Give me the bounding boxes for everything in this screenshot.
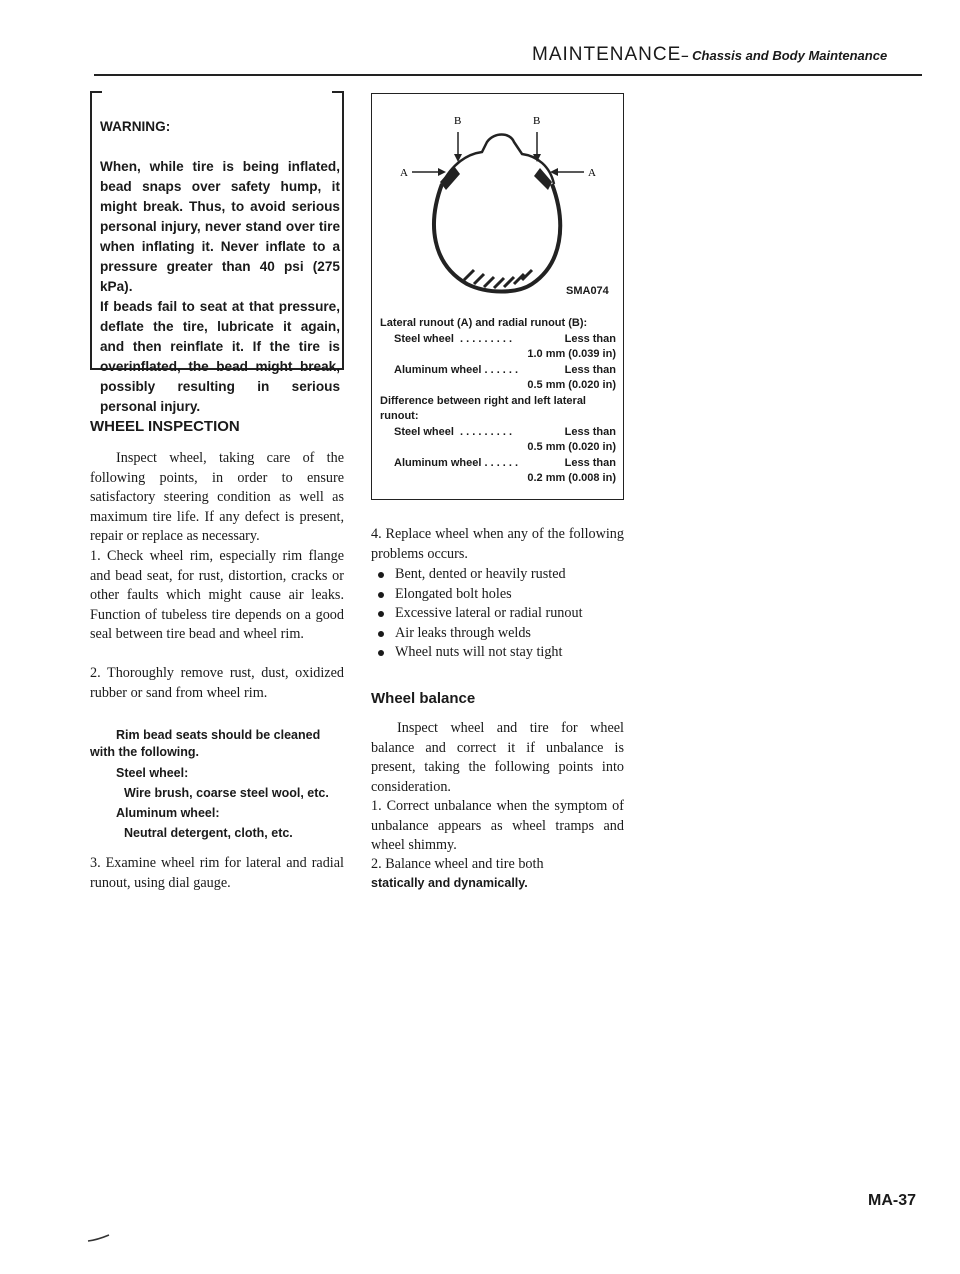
warning-label: WARNING: bbox=[100, 119, 171, 134]
aluminum-wheel-label: Aluminum wheel: bbox=[116, 806, 220, 820]
wheel-balance-heading: Wheel balance bbox=[371, 690, 476, 707]
wheel-balance-intro: Inspect wheel and tire for wheel balance and correct it if unbalance is present, taking the following points into consideration. bbox=[371, 720, 624, 795]
page-header bbox=[532, 44, 887, 66]
bullet-dot bbox=[378, 572, 384, 578]
runout-figure bbox=[371, 93, 624, 500]
caption-aluminum-value-2: 0.2 mm (0.008 in) bbox=[527, 472, 616, 484]
rim-cleaning-note: Rim bead seats should be cleaned with the following. bbox=[90, 728, 321, 759]
caption-steel-row-2: Steel wheel . . . . . . . . . Less than bbox=[394, 425, 616, 438]
caption-title: Lateral runout (A) and radial runout (B): bbox=[380, 317, 588, 329]
bullet-dot bbox=[378, 650, 384, 656]
wheel-inspection-step3: 3. Examine wheel rim for lateral and radial runout, using dial gauge. bbox=[90, 855, 344, 891]
label-b-right: B bbox=[533, 115, 541, 127]
print-mark bbox=[87, 1234, 111, 1244]
list-item: Wheel nuts will not stay tight bbox=[371, 643, 624, 663]
replace-wheel-intro: 4. Replace wheel when any of the following problems occurs. bbox=[371, 526, 624, 562]
list-item: Air leaks through welds bbox=[371, 624, 624, 644]
bullet-dot bbox=[378, 592, 384, 598]
list-item: Excessive lateral or radial runout bbox=[371, 604, 624, 624]
bullet-dot bbox=[378, 631, 384, 637]
label-a-left: A bbox=[400, 167, 408, 179]
caption-aluminum-value-1: 0.5 mm (0.020 in) bbox=[527, 379, 616, 391]
warning-text: When, while tire is being inflated, bead snaps over safety hump, it might break. Thus, to avoid serious personal injury, never stand over tire when inflating it. Never inflate to a pressure greater than 40 psi (275 kPa). If beads fail to seat at that pressure, deflate the tire, lubricate it again, and then reinflate it. If the tire is overinflated, the bead might break, possibly resulting in serious personal injury. bbox=[100, 159, 340, 414]
header-rule bbox=[94, 74, 922, 76]
caption-steel-row-1: Steel wheel . . . . . . . . . Less than bbox=[394, 332, 616, 345]
warning-box-corner-left bbox=[90, 91, 102, 93]
caption-difference-title: Difference between right and left lateral runout: bbox=[380, 394, 586, 422]
wheel-balance-step2-emphasis: statically and dynamically. bbox=[371, 876, 528, 890]
caption-steel-value-2: 0.5 mm (0.020 in) bbox=[527, 441, 616, 453]
caption-aluminum-row-1: Aluminum wheel . . . . . . Less than bbox=[394, 363, 616, 376]
aluminum-wheel-value: Neutral detergent, cloth, etc. bbox=[124, 826, 293, 840]
figure-caption bbox=[380, 316, 616, 487]
label-b-left: B bbox=[454, 115, 462, 127]
warning-box bbox=[90, 91, 344, 414]
warning-content bbox=[100, 97, 340, 437]
page-number: MA-37 bbox=[868, 1192, 917, 1209]
header-title: MAINTENANCE bbox=[532, 44, 682, 65]
wheel-inspection-intro: Inspect wheel, taking care of the following points, in order to ensure satisfactory steering condition as well as maximum tire life. If any defect is present, repair or replace as necessary. bbox=[90, 450, 344, 545]
wheel-inspection-heading: WHEEL INSPECTION bbox=[90, 418, 240, 435]
wheel-balance-step2: 2. Balance wheel and tire both bbox=[371, 856, 544, 872]
bullet-dot bbox=[378, 611, 384, 617]
steel-wheel-label: Steel wheel: bbox=[116, 766, 189, 780]
caption-aluminum-row-2: Aluminum wheel . . . . . . Less than bbox=[394, 456, 616, 469]
steel-wheel-value: Wire brush, coarse steel wool, etc. bbox=[124, 786, 329, 800]
wheel-balance-step1: 1. Correct unbalance when the symptom of unbalance appears as wheel tramps and wheel shimmy. bbox=[371, 798, 624, 854]
warning-box-corner-right bbox=[332, 91, 344, 93]
wheel-inspection-step2: 2. Thoroughly remove rust, dust, oxidized rubber or sand from wheel rim. bbox=[90, 665, 344, 701]
list-item: Elongated bolt holes bbox=[371, 585, 624, 605]
header-subtitle: – Chassis and Body Maintenance bbox=[681, 48, 888, 63]
wheel-inspection-step1: 1. Check wheel rim, especially rim flange and bead seat, for rust, distortion, cracks or other faults which might cause air leaks. Function of tubeless tire depends on a good seal between tire bead and wheel rim. bbox=[90, 548, 344, 643]
list-item: Bent, dented or heavily rusted bbox=[371, 565, 624, 585]
label-a-right: A bbox=[588, 167, 596, 179]
wheel-cross-section-diagram bbox=[372, 94, 622, 309]
replace-wheel-list bbox=[371, 565, 624, 663]
figure-code: SMA074 bbox=[566, 285, 609, 297]
caption-steel-value-1: 1.0 mm (0.039 in) bbox=[527, 348, 616, 360]
